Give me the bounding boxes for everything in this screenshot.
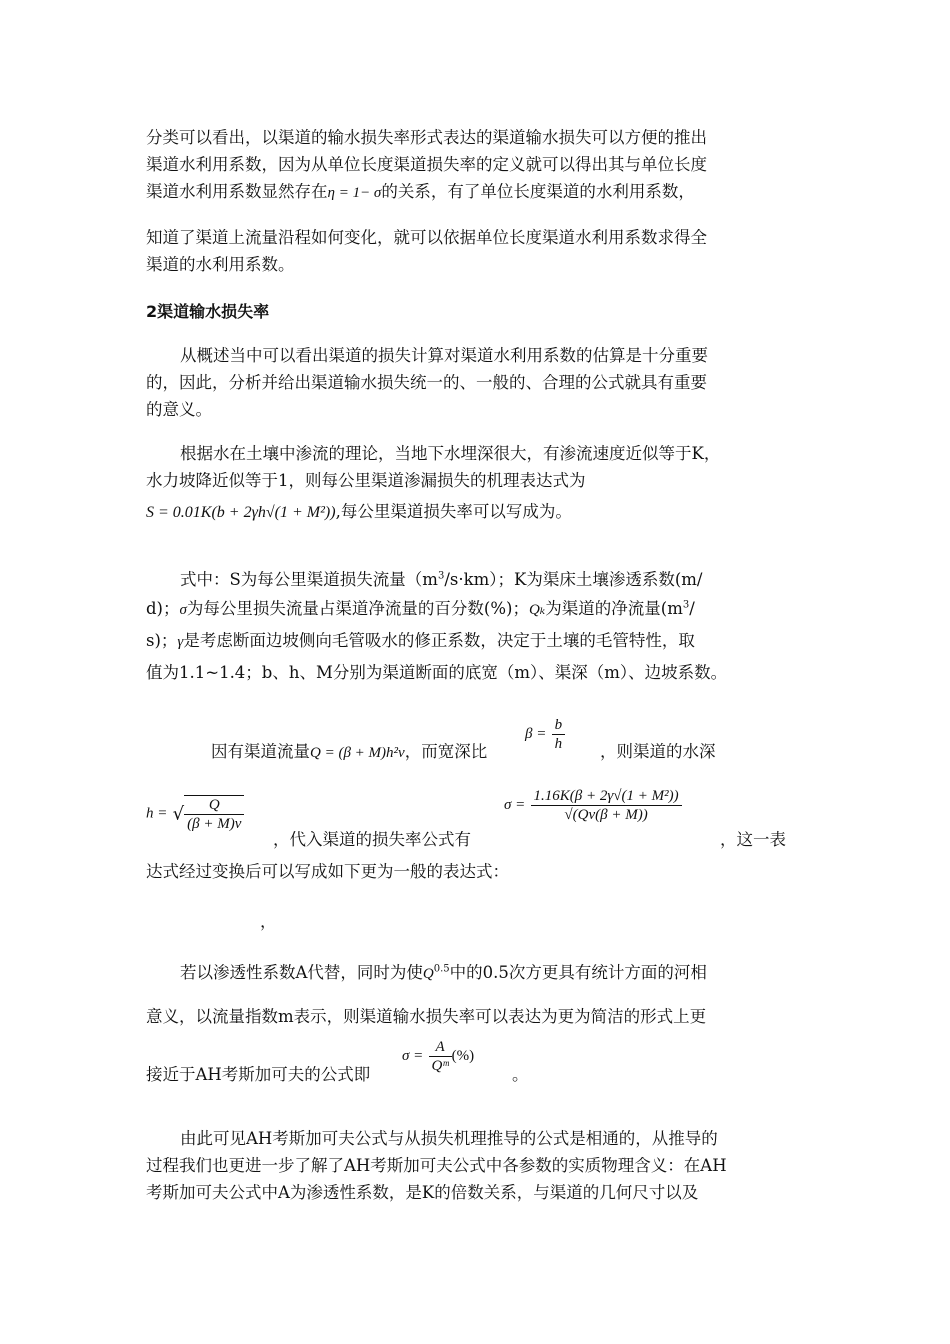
formula-part: σ = bbox=[504, 797, 526, 813]
text-line: 由此可见AH考斯加可夫公式与从损失机理推导的公式是相通的，从推导的 bbox=[180, 1129, 718, 1148]
text-span: / bbox=[689, 599, 695, 618]
text-span: 渠道水利用系数显然存在 bbox=[146, 182, 328, 201]
radical-sign: √ bbox=[172, 803, 185, 825]
text-line: 渠道水利用系数，因为从单位长度渠道损失率的定义就可以得出其与单位长度 bbox=[146, 155, 707, 174]
text-span: d)； bbox=[146, 599, 180, 618]
numerator: Q bbox=[184, 796, 244, 815]
text-span: ， bbox=[260, 912, 277, 931]
text-line: 知道了渠道上流量沿程如何变化，就可以依据单位长度渠道水利用系数求得全 bbox=[146, 228, 707, 247]
text-span: 式中：S为每公里渠道损失流量（m bbox=[180, 570, 438, 589]
text-span: ，代入渠道的损失率公式有 bbox=[273, 830, 471, 849]
text-line: 从概述当中可以看出渠道的损失计算对渠道水利用系数的估算是十分重要 bbox=[180, 346, 708, 365]
text-line bbox=[146, 565, 796, 594]
formula-part: (%) bbox=[451, 1048, 475, 1064]
text-span: 是考虑断面边坡侧向毛管吸水的修正系数，决定于土壤的毛管特性，取 bbox=[183, 631, 695, 650]
text-line: 的意义。 bbox=[146, 400, 212, 419]
text-span: 接近于AH考斯加可夫的公式即 bbox=[146, 1065, 371, 1084]
formula-sigma bbox=[504, 787, 682, 824]
text-line: 达式经过变换后可以写成如下更为一般的表达式： bbox=[146, 862, 509, 881]
text-span: /s·km）；K为渠床土壤渗透系数(m/ bbox=[444, 570, 703, 589]
text-line: 值为1.1~1.4；b、h、M分别为渠道断面的底宽（m）、渠深（m）、边坡系数。 bbox=[146, 663, 728, 682]
formula-h bbox=[146, 795, 244, 833]
symbol-sigma: σ bbox=[179, 602, 187, 618]
superscript: 3 bbox=[437, 570, 445, 582]
paragraph-4 bbox=[146, 565, 796, 685]
paragraph-1-cont bbox=[146, 224, 796, 278]
text-span: 若以渗透性系数A代替，同时为使 bbox=[180, 963, 423, 982]
text-span: ,每公里渠道损失率可以写成为。 bbox=[335, 502, 572, 521]
formula-eta: η = 1− σ bbox=[327, 185, 382, 201]
formula-beta bbox=[525, 716, 565, 753]
text-span: 。 bbox=[512, 1065, 529, 1084]
formula-part: σ = bbox=[402, 1048, 424, 1064]
paragraph-1 bbox=[146, 124, 796, 209]
formula-line-S bbox=[146, 496, 572, 529]
text-span: ，这一表 bbox=[720, 830, 786, 849]
fraction bbox=[531, 787, 682, 824]
text-line: 的，因此，分析并给出渠道输水损失统一的、一般的、合理的公式就具有重要 bbox=[146, 373, 707, 392]
section-heading: 2渠道输水损失率 bbox=[146, 302, 270, 321]
text-span: ，则渠道的水深 bbox=[600, 742, 716, 761]
text-span: 中的0.5次方更具有统计方面的河相 bbox=[449, 963, 707, 982]
text-line bbox=[180, 958, 707, 989]
numerator: A bbox=[429, 1038, 452, 1057]
paragraph-3 bbox=[146, 440, 796, 494]
text-span: ，而宽深比 bbox=[404, 742, 488, 761]
formula-S: S = 0.01K(b + 2γh√(1 + M²)) bbox=[146, 504, 336, 521]
text-line: 水力坡降近似等于1，则每公里渠道渗漏损失的机理表达式为 bbox=[146, 471, 586, 490]
formula-part: β = bbox=[525, 726, 547, 742]
text-line: 过程我们也更进一步了解了AH考斯加可夫公式中各参数的实质物理含义：在AH bbox=[146, 1156, 727, 1175]
numerator: 1.16K(β + 2γ√(1 + M²)) bbox=[531, 787, 682, 806]
text-line bbox=[211, 740, 487, 765]
text-span: 的关系，有了单位长度渠道的水利用系数， bbox=[381, 182, 695, 201]
paragraph-2 bbox=[146, 342, 796, 423]
formula-Q: Q = (β + M)h²v bbox=[310, 745, 405, 761]
text-line: 根据水在土壤中渗流的理论，当地下水埋深很大，有渗流速度近似等于K， bbox=[180, 444, 721, 463]
text-line: 分类可以看出，以渠道的输水损失率形式表达的渠道输水损失可以方便的推出 bbox=[146, 128, 707, 147]
text-line: 意义，以流量指数m表示，则渠道输水损失率可以表达为更为简洁的形式上更 bbox=[146, 1007, 707, 1026]
superscript: 3 bbox=[682, 599, 690, 611]
text-line bbox=[146, 178, 796, 209]
superscript: 0.5 bbox=[433, 963, 450, 975]
symbol-gamma: γ bbox=[177, 634, 184, 650]
text-line: 渠道的水利用系数。 bbox=[146, 255, 295, 274]
denominator: h bbox=[554, 736, 563, 752]
fraction bbox=[552, 716, 566, 753]
numerator: b bbox=[552, 716, 566, 735]
paragraph-7 bbox=[146, 1125, 796, 1206]
text-line bbox=[146, 626, 796, 658]
denominator: (β + M)v bbox=[187, 816, 242, 832]
text-span: 为渠道的净流量(m bbox=[545, 599, 683, 618]
denominator: Qᵐ bbox=[431, 1058, 449, 1074]
text-span: 因有渠道流量 bbox=[211, 742, 310, 761]
denominator: √(Qv(β + M)) bbox=[564, 807, 648, 823]
symbol-Q: Q bbox=[422, 966, 434, 982]
symbol-qk: Qₖ bbox=[528, 602, 546, 618]
fraction bbox=[184, 795, 244, 833]
text-span: s)； bbox=[146, 631, 178, 650]
fraction bbox=[429, 1038, 452, 1075]
text-line bbox=[146, 594, 796, 626]
formula-part: h = bbox=[146, 805, 168, 822]
text-span: 为每公里损失流量占渠道净流量的百分数(%)； bbox=[186, 599, 529, 618]
formula-sigma-short bbox=[402, 1038, 474, 1075]
text-line: 考斯加可夫公式中A为渗透性系数，是K的倍数关系，与渠道的几何尺寸以及 bbox=[146, 1183, 699, 1202]
